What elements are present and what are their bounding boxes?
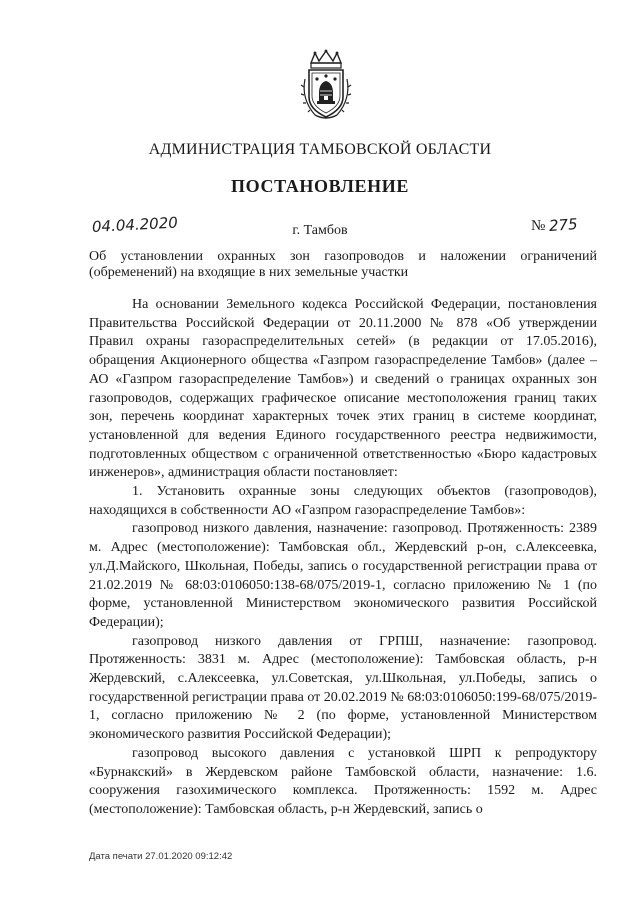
- document-subject: Об установлении охранных зон газопроводов и наложении ограничений (обременений) на входящие в них земельные участки: [89, 249, 597, 280]
- body-paragraph: газопровод низкого давления, назначение: газопровод. Протяженность: 2389 м. Адрес (местоположение): Тамбовская обл., Жердевский р-он, с.Алексеевка, ул.Д.Майского, Школьная, Победы, запись о государственной регистрации права от 21.02.2019 № 68:03:0106050:138-68/075/2019-1, согласно приложению № 1 (по форме, установленной Министерством экономического развития Российской Федерации);: [89, 521, 597, 630]
- number-sign: №: [531, 218, 546, 234]
- number-value: 275: [548, 215, 579, 235]
- document-type-heading: ПОСТАНОВЛЕНИЕ: [231, 176, 409, 196]
- document-number: [531, 216, 578, 235]
- document-city: г. Тамбов: [292, 223, 348, 238]
- document-body: [89, 296, 597, 820]
- body-paragraph: На основании Земельного кодекса Российской Федерации, постановления Правительства Российской Федерации от 20.11.2000 № 878 «Об утверждении Правил охраны газораспределительных сетей» (в редакции от 17.05.2016), обращения Акционерного общества «Газпром газораспределение Тамбов» (далее – АО «Газпром газораспределение Тамбов») и сведений о границах охранных зон газопроводов, содержащих графическое описание местоположения границ таких зон, перечень координат характерных точек этих границ в системе координат, установленной для ведения Единого государственного реестра недвижимости, подготовленных обществом с ограниченной ответственностью «Бюро кадастровых инженеров», администрация области постановляет:: [89, 297, 597, 481]
- body-paragraph: газопровод низкого давления от ГРПШ, назначение: газопровод. Протяженность: 3831 м. Адрес (местоположение): Тамбовская область, р-н Жердевский, с.Алексеевка, ул.Советская, ул.Школьная, ул.Победы, запись о государственной регистрации права от 20.02.2019 № 68:03:0106050:199-68/075/2019-1, согласно приложению № 2 (по форме, установленной Министерством экономического развития Российской Федерации);: [89, 633, 597, 743]
- document-date: 04.04.2020: [91, 213, 179, 236]
- tambov-coat-of-arms-icon: [297, 49, 355, 123]
- print-date-footer: Дата печати 27.01.2020 09:12:42: [89, 851, 233, 862]
- body-paragraph: газопровод высокого давления с установкой ШРП к репродуктору «Бурнакский» в Жердевском районе Тамбовской области, назначение: 1.6. сооружения газохимического комплекса. Протяженность: 1592 м. Адрес (местоположение): Тамбовская область, р-н Жердевский, запись о: [89, 745, 597, 817]
- administration-title: АДМИНИСТРАЦИЯ ТАМБОВСКОЙ ОБЛАСТИ: [148, 141, 492, 158]
- body-paragraph: 1. Установить охранные зоны следующих объектов (газопроводов), находящихся в собственности АО «Газпром газораспределение Тамбов»:: [89, 484, 597, 518]
